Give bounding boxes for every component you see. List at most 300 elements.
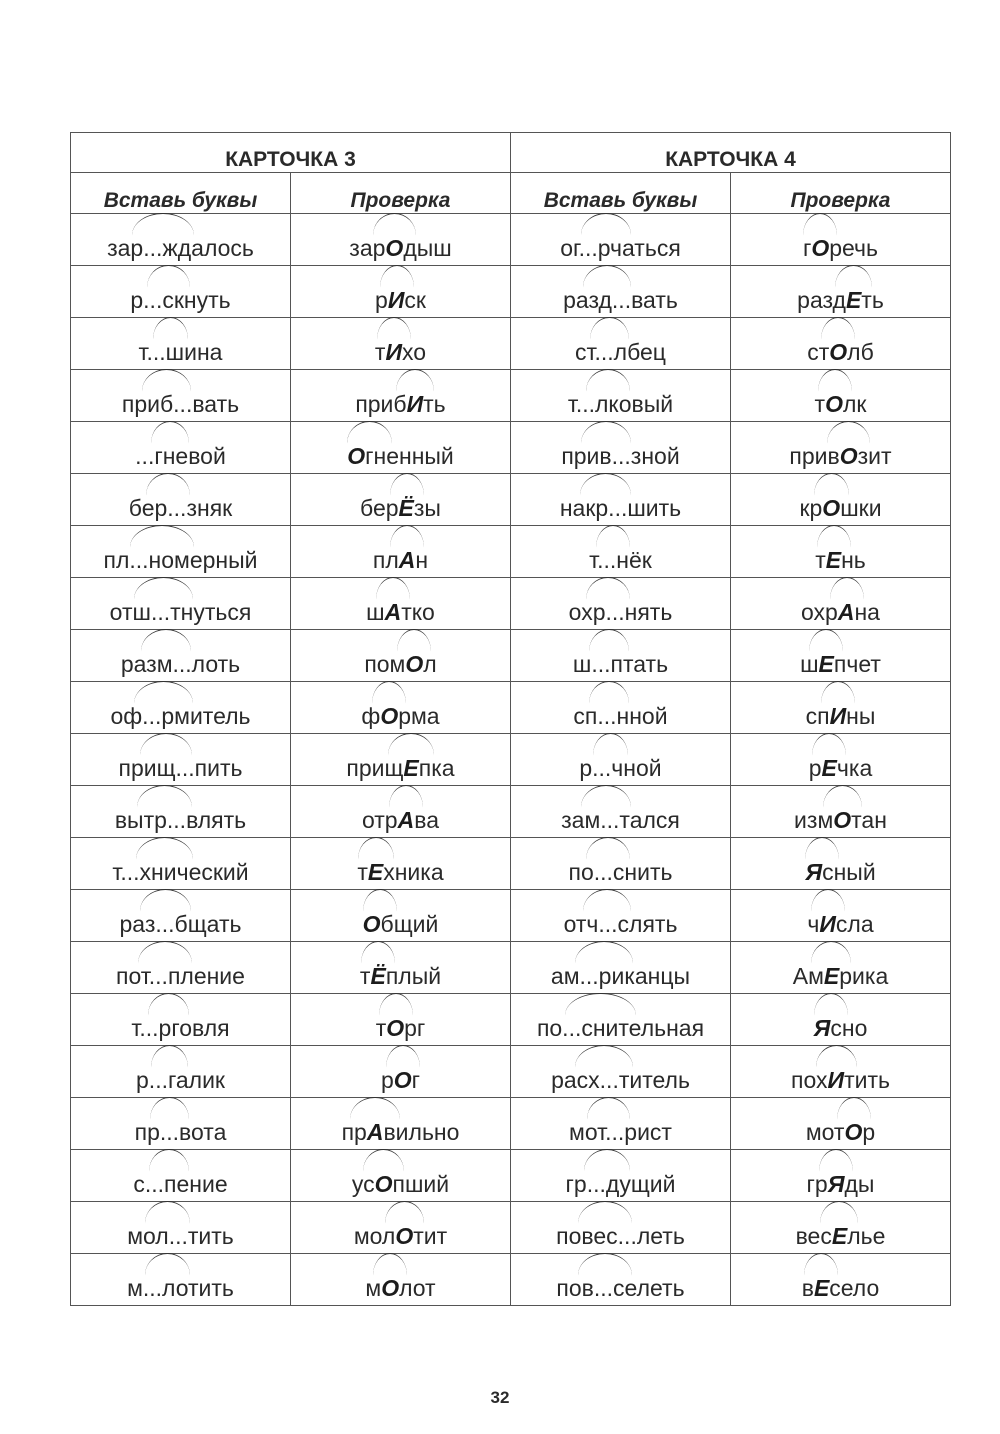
table-row — [71, 370, 951, 422]
word-text: разд...вать — [563, 287, 678, 313]
table-row — [71, 1098, 951, 1150]
word-prefix: гр — [806, 1171, 828, 1197]
word-suffix: ва — [414, 807, 439, 833]
word-suffix: гненный — [365, 443, 454, 469]
word-text: оф...рмитель — [110, 703, 251, 729]
word-text: мол...тить — [127, 1223, 234, 1249]
word-prefix: вес — [795, 1223, 832, 1249]
word-suffix: л — [423, 651, 437, 677]
word-prefix: ш — [366, 599, 385, 625]
card-3-check-word-cell — [291, 630, 511, 682]
word-text: по...снительная — [536, 1015, 705, 1041]
card-3-title: КАРТОЧКА 3 — [71, 133, 511, 173]
card-3-check-word — [381, 1067, 420, 1097]
word-prefix: приб — [355, 391, 407, 417]
card-4-task-word-cell — [511, 994, 731, 1046]
highlighted-vowel: О — [380, 703, 399, 729]
word-prefix: ш — [800, 651, 819, 677]
card-4-check-word-cell — [731, 578, 951, 630]
word-suffix: нь — [841, 547, 866, 573]
word-suffix: ть — [423, 391, 446, 417]
card-4-task-word — [566, 1171, 676, 1201]
highlighted-vowel: А — [837, 599, 855, 625]
word-suffix: рма — [398, 703, 440, 729]
highlighted-vowel: О — [385, 235, 404, 261]
word-text: пот...пление — [116, 963, 245, 989]
word-suffix: лк — [842, 391, 867, 417]
highlighted-vowel: О — [829, 339, 848, 365]
highlighted-vowel: О — [374, 1171, 393, 1197]
highlighted-vowel: Е — [825, 547, 842, 573]
word-suffix: речь — [829, 235, 879, 261]
card-3-check-header: Проверка — [291, 173, 511, 214]
card-3-task-word — [135, 443, 226, 473]
card-3-check-word-cell — [291, 786, 511, 838]
word-text: пл...номерный — [103, 547, 258, 573]
card-4-task-word — [569, 599, 673, 629]
card-3-task-word-cell — [71, 1046, 291, 1098]
word-suffix: тит — [413, 1223, 448, 1249]
table-row — [71, 266, 951, 318]
highlighted-vowel: О — [386, 1015, 405, 1041]
card-3-task-word-cell — [71, 630, 291, 682]
word-suffix: ны — [846, 703, 876, 729]
word-prefix: г — [802, 235, 812, 261]
card-3-task-word — [115, 807, 246, 837]
card-4-task-word — [563, 287, 678, 317]
table-row — [71, 526, 951, 578]
card-4-check-word-cell — [731, 890, 951, 942]
word-text: сп...нной — [573, 703, 668, 729]
card-3-task-word — [121, 651, 240, 681]
card-4-task-word-cell — [511, 266, 731, 318]
card-3-task-word-cell — [71, 214, 291, 266]
table-row — [71, 474, 951, 526]
card-3-check-word-cell — [291, 838, 511, 890]
card-4-task-word — [573, 703, 667, 733]
word-text: мот...рист — [569, 1119, 672, 1145]
table-row — [71, 422, 951, 474]
highlighted-vowel: А — [366, 1119, 384, 1145]
word-suffix: р — [862, 1119, 876, 1145]
card-4-task-word-cell — [511, 682, 731, 734]
card-3-task-word — [110, 703, 250, 733]
word-text: ш...птать — [572, 651, 669, 677]
card-3-check-word — [364, 651, 436, 681]
word-prefix: пл — [372, 547, 399, 573]
word-prefix: в — [801, 1275, 814, 1301]
word-prefix: мол — [353, 1223, 396, 1249]
word-prefix: пох — [791, 1067, 828, 1093]
card-4-task-word — [575, 339, 666, 369]
word-suffix: лб — [847, 339, 874, 365]
card-4-check-header: Проверка — [731, 173, 951, 214]
word-prefix: ус — [351, 1171, 375, 1197]
table-row — [71, 1254, 951, 1306]
card-3-task-word — [110, 599, 252, 629]
card-3-task-word-cell — [71, 1098, 291, 1150]
word-text: р...чной — [579, 755, 662, 781]
word-text: по...снить — [568, 859, 673, 885]
word-prefix: мот — [805, 1119, 845, 1145]
card-4-check-word — [799, 495, 881, 525]
card-3-check-word-cell — [291, 1202, 511, 1254]
word-text: т...рговля — [131, 1015, 230, 1041]
word-suffix: сный — [822, 859, 876, 885]
word-text: разм...лоть — [120, 651, 241, 677]
highlighted-vowel: О — [811, 235, 830, 261]
word-suffix: ды — [844, 1171, 875, 1197]
card-3-check-word — [366, 599, 435, 629]
word-suffix: плый — [385, 963, 442, 989]
card-4-task-word — [579, 755, 661, 785]
card-3-task-word-cell — [71, 942, 291, 994]
word-text: отш...тнуться — [109, 599, 252, 625]
card-4-task-word — [561, 443, 679, 473]
highlighted-vowel: Ё — [370, 963, 386, 989]
card-4-check-word-cell — [731, 474, 951, 526]
word-suffix: хо — [402, 339, 427, 365]
card-4-task-word-cell — [511, 1098, 731, 1150]
word-prefix: изм — [794, 807, 834, 833]
card-4-check-word — [794, 807, 887, 837]
card-3-task-word-cell — [71, 474, 291, 526]
word-text: р...галик — [136, 1067, 225, 1093]
word-text: ст...лбец — [575, 339, 666, 365]
word-suffix: дыш — [403, 235, 452, 261]
word-prefix: прив — [789, 443, 840, 469]
highlighted-vowel: О — [833, 807, 852, 833]
highlighted-vowel: Е — [813, 1275, 830, 1301]
word-text: т...хнический — [112, 859, 249, 885]
word-text: прив...зной — [561, 443, 680, 469]
card-3-check-word-cell — [291, 318, 511, 370]
table-row — [71, 890, 951, 942]
card-3-task-word-cell — [71, 1202, 291, 1254]
word-suffix: тан — [851, 807, 887, 833]
card-3-task-word — [135, 1119, 227, 1149]
word-text: пр...вота — [134, 1119, 227, 1145]
card-3-check-word-cell — [291, 994, 511, 1046]
word-text: бер...зняк — [128, 495, 233, 521]
card-3-check-word-cell — [291, 890, 511, 942]
word-suffix: лье — [847, 1223, 886, 1249]
word-prefix: зар — [349, 235, 386, 261]
card-4-task-word — [556, 1275, 684, 1305]
table-row — [71, 1202, 951, 1254]
card-4-check-word — [806, 703, 876, 733]
card-3-task-word-cell — [71, 786, 291, 838]
card-3-check-word-cell — [291, 1150, 511, 1202]
word-text: раз...бщать — [119, 911, 242, 937]
card-4-check-word-cell — [731, 1046, 951, 1098]
table-row — [71, 682, 951, 734]
card-3-task-word-cell — [71, 838, 291, 890]
word-prefix: прищ — [346, 755, 404, 781]
word-suffix: г — [411, 1067, 421, 1093]
card-3-task-word-cell — [71, 734, 291, 786]
card-4-check-word — [800, 651, 881, 681]
word-prefix: м — [365, 1275, 382, 1301]
card-3-check-word-cell — [291, 682, 511, 734]
word-text: ог...рчаться — [560, 235, 681, 261]
word-prefix: кр — [799, 495, 823, 521]
highlighted-vowel: О — [822, 495, 841, 521]
table-row — [71, 578, 951, 630]
word-suffix: зы — [413, 495, 441, 521]
card-3-check-word — [376, 1015, 426, 1045]
card-4-task-word-cell — [511, 318, 731, 370]
word-text: т...лковый — [567, 391, 674, 417]
card-3-check-word-cell — [291, 422, 511, 474]
card-3-check-word — [375, 339, 426, 369]
word-suffix: чка — [836, 755, 873, 781]
card-4-task-word — [551, 963, 690, 993]
card-4-task-word — [589, 547, 652, 577]
card-4-task-word — [537, 1015, 704, 1045]
word-suffix: шки — [840, 495, 882, 521]
word-text: расх...титель — [551, 1067, 690, 1093]
card-3-task-word-cell — [71, 994, 291, 1046]
word-suffix: бщий — [380, 911, 439, 937]
card-4-check-word-cell — [731, 630, 951, 682]
word-suffix: на — [854, 599, 880, 625]
card-3-task-word-cell — [71, 682, 291, 734]
card-4-task-word-cell — [511, 734, 731, 786]
card-4-check-word-cell — [731, 526, 951, 578]
card-3-task-word — [136, 1067, 225, 1097]
word-text: зам...тался — [561, 807, 680, 833]
card-4-task-word-cell — [511, 1150, 731, 1202]
card-3-task-word-cell — [71, 422, 291, 474]
card-4-task-word-cell — [511, 1254, 731, 1306]
word-suffix: пчет — [833, 651, 881, 677]
card-3-task-word — [107, 235, 254, 265]
word-prefix: разд — [797, 287, 846, 313]
card-3-check-word — [363, 911, 439, 941]
card-3-task-word — [127, 1223, 234, 1253]
table-row — [71, 786, 951, 838]
word-text: гр...дущий — [565, 1171, 676, 1197]
card-4-check-word-cell — [731, 786, 951, 838]
card-4-task-word-cell — [511, 942, 731, 994]
card-4-task-word-cell — [511, 578, 731, 630]
card-4-check-word — [807, 1171, 875, 1201]
word-prefix: т — [375, 1015, 387, 1041]
card-4-check-word — [815, 391, 867, 421]
card-4-check-word — [789, 443, 891, 473]
word-text: зар...ждалось — [107, 235, 254, 261]
card-3-task-word-cell — [71, 1254, 291, 1306]
card-3-task-word — [129, 495, 232, 525]
card-4-task-word-cell — [511, 474, 731, 526]
highlighted-vowel: А — [397, 807, 415, 833]
card-3-task-word — [130, 287, 230, 317]
card-3-check-word — [354, 1223, 447, 1253]
card-4-task-word-cell — [511, 1046, 731, 1098]
card-3-check-word — [355, 391, 445, 421]
card-4-check-word-cell — [731, 682, 951, 734]
card-4-check-word-cell — [731, 1254, 951, 1306]
word-text: охр...нять — [568, 599, 673, 625]
highlighted-vowel: О — [393, 1067, 412, 1093]
card-3-check-word-cell — [291, 474, 511, 526]
card-4-task-word-cell — [511, 890, 731, 942]
highlighted-vowel: О — [825, 391, 843, 417]
table-row — [71, 734, 951, 786]
word-text: повес...леть — [556, 1223, 685, 1249]
card-4-title: КАРТОЧКА 4 — [511, 133, 951, 173]
highlighted-vowel: Е — [823, 963, 840, 989]
highlighted-vowel: Я — [813, 1015, 831, 1041]
highlighted-vowel: Е — [821, 755, 837, 781]
highlighted-vowel: О — [395, 1223, 414, 1249]
highlighted-vowel: О — [405, 651, 424, 677]
word-text: р...скнуть — [130, 287, 231, 313]
card-3-check-word — [362, 807, 439, 837]
card-4-check-word — [803, 235, 878, 265]
card-3-task-word — [133, 1171, 227, 1201]
card-3-task-word-cell — [71, 266, 291, 318]
word-suffix: пший — [392, 1171, 450, 1197]
card-4-check-word-cell — [731, 734, 951, 786]
word-prefix: сп — [805, 703, 830, 729]
highlighted-vowel: А — [384, 599, 402, 625]
card-4-task-word — [573, 651, 668, 681]
word-prefix: охр — [801, 599, 838, 625]
card-4-task-word — [568, 391, 673, 421]
word-prefix: т — [814, 391, 826, 417]
word-suffix: тить — [844, 1067, 890, 1093]
card-4-check-word — [807, 911, 873, 941]
card-4-task-word — [564, 911, 678, 941]
card-4-check-word-cell — [731, 1098, 951, 1150]
card-4-check-word — [807, 339, 874, 369]
card-4-check-word-cell — [731, 1202, 951, 1254]
card-3-check-word — [346, 755, 454, 785]
card-4-task-word-cell — [511, 630, 731, 682]
word-prefix: т — [815, 547, 826, 573]
card-4-check-word — [805, 859, 875, 889]
card-4-task-word — [560, 495, 681, 525]
card-3-task-word — [116, 963, 245, 993]
highlighted-vowel: И — [387, 287, 405, 313]
cards-table-body — [71, 133, 951, 1306]
card-4-check-word — [791, 1067, 890, 1097]
highlighted-vowel: Ё — [398, 495, 414, 521]
highlighted-vowel: Я — [827, 1171, 845, 1197]
cards-table — [70, 132, 951, 1306]
word-prefix: отр — [361, 807, 398, 833]
card-4-task-word-cell — [511, 370, 731, 422]
highlighted-vowel: О — [362, 911, 381, 937]
word-suffix: пка — [418, 755, 455, 781]
word-text: прищ...пить — [118, 755, 243, 781]
highlighted-vowel: О — [844, 1119, 863, 1145]
word-prefix: пр — [341, 1119, 367, 1145]
card-3-check-word — [373, 547, 428, 577]
card-3-task-word — [122, 391, 239, 421]
word-suffix: хника — [383, 859, 444, 885]
word-suffix: ть — [861, 287, 884, 313]
word-prefix: р — [380, 1067, 394, 1093]
word-text: ам...риканцы — [550, 963, 691, 989]
card-4-task-word — [551, 1067, 690, 1097]
card-3-task-word-cell — [71, 318, 291, 370]
word-prefix: ч — [807, 911, 820, 937]
highlighted-vowel: Е — [367, 859, 384, 885]
word-text: пов...селеть — [556, 1275, 685, 1301]
highlighted-vowel: О — [381, 1275, 400, 1301]
card-title-row — [71, 133, 951, 173]
card-3-task-word — [118, 755, 242, 785]
card-3-check-word — [352, 1171, 449, 1201]
card-3-check-word-cell — [291, 370, 511, 422]
word-prefix: ф — [361, 703, 381, 729]
word-suffix: сно — [830, 1015, 868, 1041]
card-4-task-word-cell — [511, 422, 731, 474]
word-suffix: рика — [839, 963, 889, 989]
card-4-task-word — [561, 807, 680, 837]
highlighted-vowel: И — [827, 1067, 845, 1093]
highlighted-vowel: Е — [818, 651, 834, 677]
word-suffix: село — [829, 1275, 880, 1301]
card-3-task-word — [112, 859, 248, 889]
card-3-check-word — [349, 235, 451, 265]
word-suffix: лот — [399, 1275, 436, 1301]
word-text: м...лотить — [127, 1275, 234, 1301]
card-3-check-word — [357, 859, 443, 889]
card-3-check-word-cell — [291, 526, 511, 578]
card-3-check-word-cell — [291, 1254, 511, 1306]
card-4-check-word — [814, 1015, 868, 1045]
card-4-task-word-cell — [511, 214, 731, 266]
highlighted-vowel: Е — [845, 287, 862, 313]
word-prefix: т — [374, 339, 386, 365]
word-prefix: Ам — [792, 963, 824, 989]
highlighted-vowel: О — [347, 443, 366, 469]
highlighted-vowel: А — [398, 547, 416, 573]
card-4-task-word-cell — [511, 1202, 731, 1254]
word-text: с...пение — [133, 1171, 228, 1197]
word-text: т...шина — [138, 339, 223, 365]
card-4-task-word-cell — [511, 838, 731, 890]
card-4-check-word-cell — [731, 214, 951, 266]
card-4-task-word-cell — [511, 526, 731, 578]
card-4-check-word-cell — [731, 942, 951, 994]
word-suffix: ск — [404, 287, 426, 313]
card-4-check-word — [809, 755, 872, 785]
word-suffix: сла — [835, 911, 874, 937]
card-4-check-word — [815, 547, 866, 577]
card-3-task-word — [131, 1015, 229, 1045]
card-3-check-word-cell — [291, 1098, 511, 1150]
word-prefix: р — [375, 287, 388, 313]
card-3-task-word — [120, 911, 242, 941]
card-4-check-word-cell — [731, 266, 951, 318]
card-3-task-word-cell — [71, 370, 291, 422]
card-3-check-word — [375, 287, 426, 317]
word-prefix: т — [359, 963, 371, 989]
card-3-check-word-cell — [291, 734, 511, 786]
card-4-task-word — [569, 1119, 672, 1149]
table-row — [71, 838, 951, 890]
card-3-task-word-cell — [71, 890, 291, 942]
card-3-task-word — [103, 547, 257, 577]
card-3-check-word — [360, 495, 441, 525]
word-prefix: бер — [360, 495, 399, 521]
card-4-task-word — [556, 1223, 685, 1253]
